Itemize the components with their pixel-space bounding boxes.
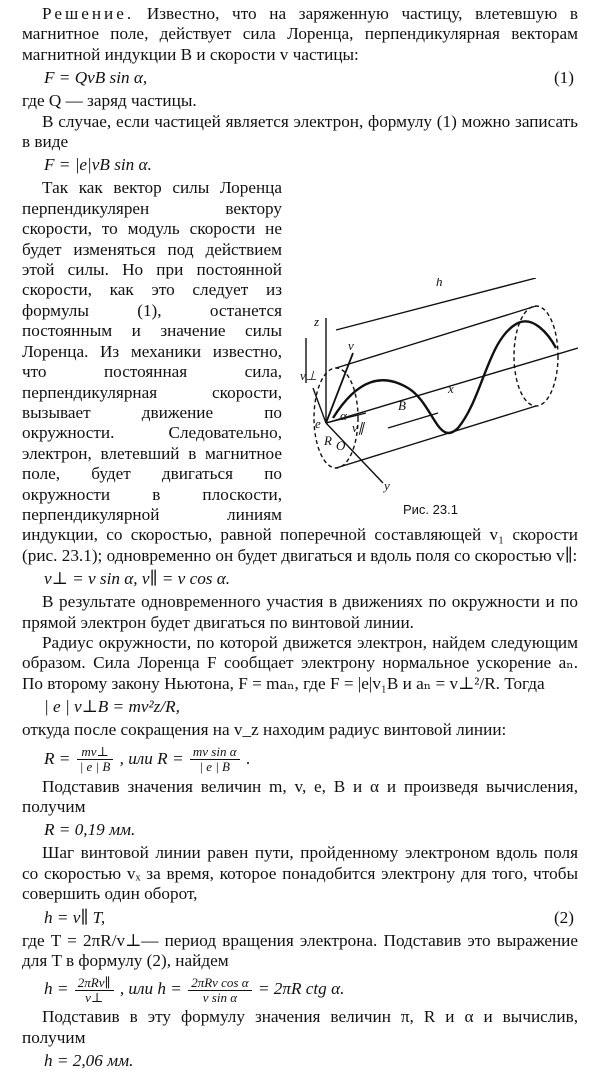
fraction-numerator: mv sin α [190,745,240,760]
fraction-denominator: | e | B [79,759,111,775]
equation-8 [22,971,578,1007]
label-R: R [324,433,332,449]
equation-text: | e | v⊥B = mv²z/R, [44,697,180,717]
label-v-perp: v⊥ [300,368,318,384]
label-v: v [348,338,354,354]
equation-text: F = QvB sin α, [44,68,148,88]
equation-1 [22,65,578,91]
label-O: O [336,438,346,454]
solution-heading: Решение. [42,4,135,23]
fraction [188,976,251,1005]
label-B: B [398,398,406,414]
paragraph-text: Известно, что на заряженную частицу, влетевшую в магнитное поле, действует сила Лоренца, перпендикулярная векторам магнитной индукции B и скорости v частицы: [22,4,578,64]
paragraph-period: где T = 2πR/v⊥— период вращения электрона. Подставив это выражение для T в формулу (2), найдем [22,930,578,971]
equation-4 [22,694,578,720]
equation-3 [22,566,578,592]
equation-2 [22,152,578,178]
equation-text: h = [44,979,69,999]
label-h: h [436,278,443,290]
figure-caption: Рис. 23.1 [403,502,458,518]
paragraph-solution-intro [22,4,578,65]
equation-text: . [245,748,251,768]
helix-diagram [288,278,578,493]
equation-number: (2) [553,907,574,927]
fraction-denominator: | e | B [199,759,230,775]
fraction-numerator: 2πRv∥ [75,976,114,991]
equation-text: R = [44,748,71,768]
paragraph-radius-derivation: Радиус окружности, по которой движется электрон, найдем следующим образом. Сила Лоренца F сообщает электрону нормальное ускорение aₙ. По второму закону Ньютона, F = maₙ, где F = |e|v₁B и aₙ = v⊥²/R. Тогда [22,632,578,693]
fraction-numerator: 2πRv cos α [188,976,251,991]
fraction-denominator: v⊥ [85,989,104,1005]
paragraph-charge-note: где Q — заряд частицы. [22,91,197,111]
paragraph-substitute-r: Подставив значения величин m, v, e, B и α и произведя вычисления, получим [22,776,578,816]
equation-text: h = v∥ T, [44,907,106,927]
equation-6 [22,817,578,843]
paragraph-substitute-h: Подставив в эту формулу значения величин π, R и α и вычислив, получим [22,1007,578,1047]
paragraph-helix-result: В результате одновременного участия в движениях по окружности и по прямой электрон будет двигаться по винтовой линии. [22,592,578,632]
equation-text: v⊥ = v sin α, v∥ = v cos α. [44,569,231,589]
paragraph-radius-intro: откуда после сокращения на v_z находим радиус винтовой линии: [22,720,507,740]
equation-5 [22,741,578,777]
equation-text: h = 2,06 мм. [44,1051,134,1071]
fraction [190,745,240,774]
equation-text: = 2πR ctg α. [257,979,345,999]
equation-text: , или R = [119,748,184,768]
label-x: x [448,381,454,397]
label-v-par: v∥ [352,420,365,436]
label-y: y [384,478,390,494]
label-e: e [315,416,321,432]
fraction-numerator: mv⊥ [77,745,114,760]
equation-number: (1) [553,68,574,88]
equation-text: R = 0,19 мм. [44,820,136,840]
paragraph-lorentz-motion: Так как вектор силы Лоренца перпендикулярен вектору скорости, то модуль скорости не будет изменяться под действием этой силы. Но при постоянной скорости, как это следует из формулы (1), останется постоянным и значение силы Лоренца. Из механики известно, что постоянная сила, перпендикулярная скорости, вызывает движение по окружности. Следовательно, электрон, влетевший в магнитное поле, будет двигаться по окружности в плоскости, перпендикулярной линиям индукции, со скоростью, равной поперечной составляющей v₁ скорости (рис. 23.1); одновременно он будет двигаться и вдоль поля со скоростью v∥: [22,178,578,565]
equation-7 [22,905,578,931]
fraction [75,976,114,1005]
equation-text: , или h = [119,979,182,999]
figure-23-1 [288,278,578,523]
document-page [22,4,578,1074]
label-z: z [314,314,320,330]
equation-text: F = |e|vB sin α. [44,155,152,175]
equation-9 [22,1048,578,1074]
fraction-denominator: v sin α [202,989,238,1005]
paragraph-electron-case: В случае, если частицей является электрон, формулу (1) можно записать в виде [22,111,578,152]
fraction [77,745,114,774]
label-alpha: α [340,408,347,424]
paragraph-pitch: Шаг винтовой линии равен пути, пройденному электроном вдоль поля со скоростью vₓ за время, которое понадобится электрону для того, чтобы совершить один оборот, [22,843,578,904]
